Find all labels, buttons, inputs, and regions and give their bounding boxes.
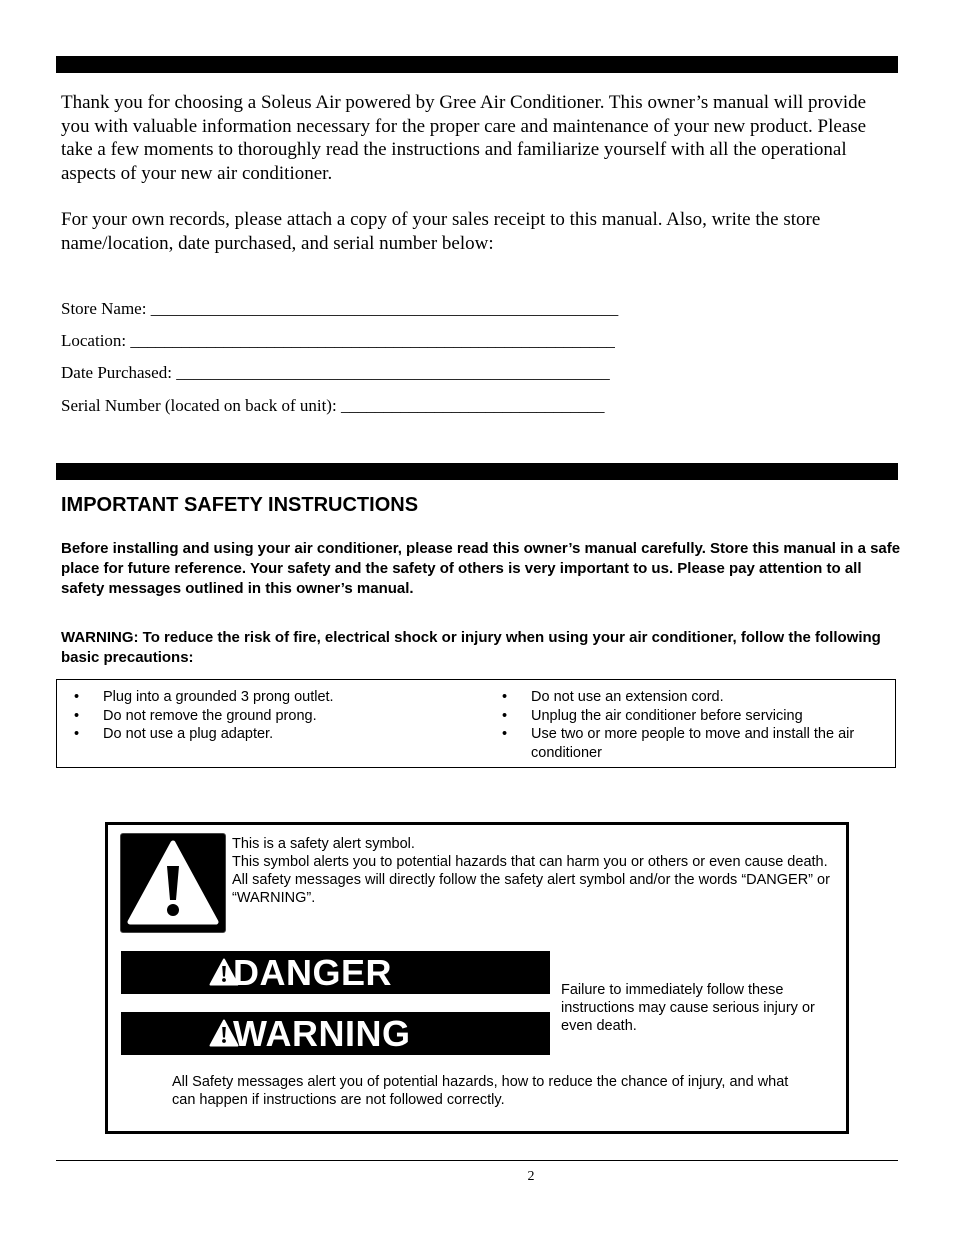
list-item: • Do not use an extension cord.	[502, 689, 724, 705]
precautions-list-left	[57, 688, 477, 744]
danger-label: DANGER	[233, 952, 393, 993]
warning-sign	[121, 1012, 550, 1055]
field-label: Serial Number (located on back of unit):	[61, 396, 341, 415]
safety-intro: Before installing and using your air conditioner, please read this owner’s manual carefully. Store this manual in a safe place for future reference. Your safety and the safety of others is very important to us. Please pay attention to all safety messages outlined in this owner’s manual.	[61, 540, 901, 597]
field-blank: _________________________________________________________	[130, 331, 615, 350]
list-item: • Plug into a grounded 3 prong outlet.	[74, 689, 334, 705]
bullet-icon: •	[74, 726, 80, 742]
precautions-box	[56, 679, 896, 768]
intro-paragraph: Thank you for choosing a Soleus Air powered by Gree Air Conditioner. This owner’s manual will provide you with valuable information necessary for the proper care and maintenance of your new product. Please take a few moments to thoroughly read the instructions and familiarize yourself with all the operational aspects of your new air conditioner.	[61, 92, 867, 184]
list-item: • Use two or more people to move and install the air conditioner	[502, 726, 855, 761]
safety-heading: IMPORTANT SAFETY INSTRUCTIONS	[61, 494, 419, 516]
failure-warning-text: Failure to immediately follow these instructions may cause serious injury or even death.	[561, 982, 815, 1034]
bullet-icon: •	[74, 689, 80, 705]
date-purchased-field	[61, 363, 610, 383]
bullet-icon: •	[502, 707, 508, 724]
field-blank: _______________________________________________________	[150, 299, 619, 318]
safety-alert-symbol	[120, 833, 226, 933]
footer-rule	[56, 1160, 898, 1161]
safety-messages-note: All Safety messages alert you of potential hazards, how to reduce the chance of injury, and what can happen if instructions are not followed correctly.	[172, 1074, 789, 1108]
field-label: Store Name:	[61, 299, 151, 318]
precautions-list-right	[485, 688, 885, 762]
list-item: • Do not use a plug adapter.	[74, 726, 274, 742]
list-item: • Unplug the air conditioner before servicing	[502, 707, 803, 724]
store-name-field	[61, 299, 618, 319]
warning-text: WARNING: To reduce the risk of fire, electrical shock or injury when using your air conditioner, follow the following basic precautions:	[61, 629, 881, 666]
danger-sign	[121, 951, 550, 994]
safety-alert-box	[105, 822, 849, 1134]
alert-triangle-icon	[121, 834, 225, 932]
symbol-description: This is a safety alert symbol. This symbol alerts you to potential hazards that can harm you or others or even cause death. All safety messages will directly follow the safety alert symbol and/or the words “DANGER” or “WARNING”.	[232, 836, 830, 906]
bullet-icon: •	[502, 726, 508, 742]
list-item: • Do not remove the ground prong.	[74, 707, 317, 724]
bullet-icon: •	[74, 707, 80, 724]
warning-label: WARNING	[233, 1013, 411, 1054]
page-number: 2	[527, 1169, 535, 1184]
field-label: Location:	[61, 331, 131, 350]
location-field	[61, 331, 615, 351]
section-divider-bar	[56, 463, 898, 480]
section-divider-bar	[56, 56, 898, 73]
bullet-icon: •	[502, 689, 508, 705]
field-blank: ___________________________________________________	[176, 363, 610, 382]
serial-number-field	[61, 396, 604, 416]
records-paragraph: For your own records, please attach a copy of your sales receipt to this manual. Also, write the store name/location, date purchased, and serial number below:	[61, 209, 821, 254]
field-label: Date Purchased:	[61, 363, 177, 382]
field-blank: _______________________________	[340, 396, 605, 415]
